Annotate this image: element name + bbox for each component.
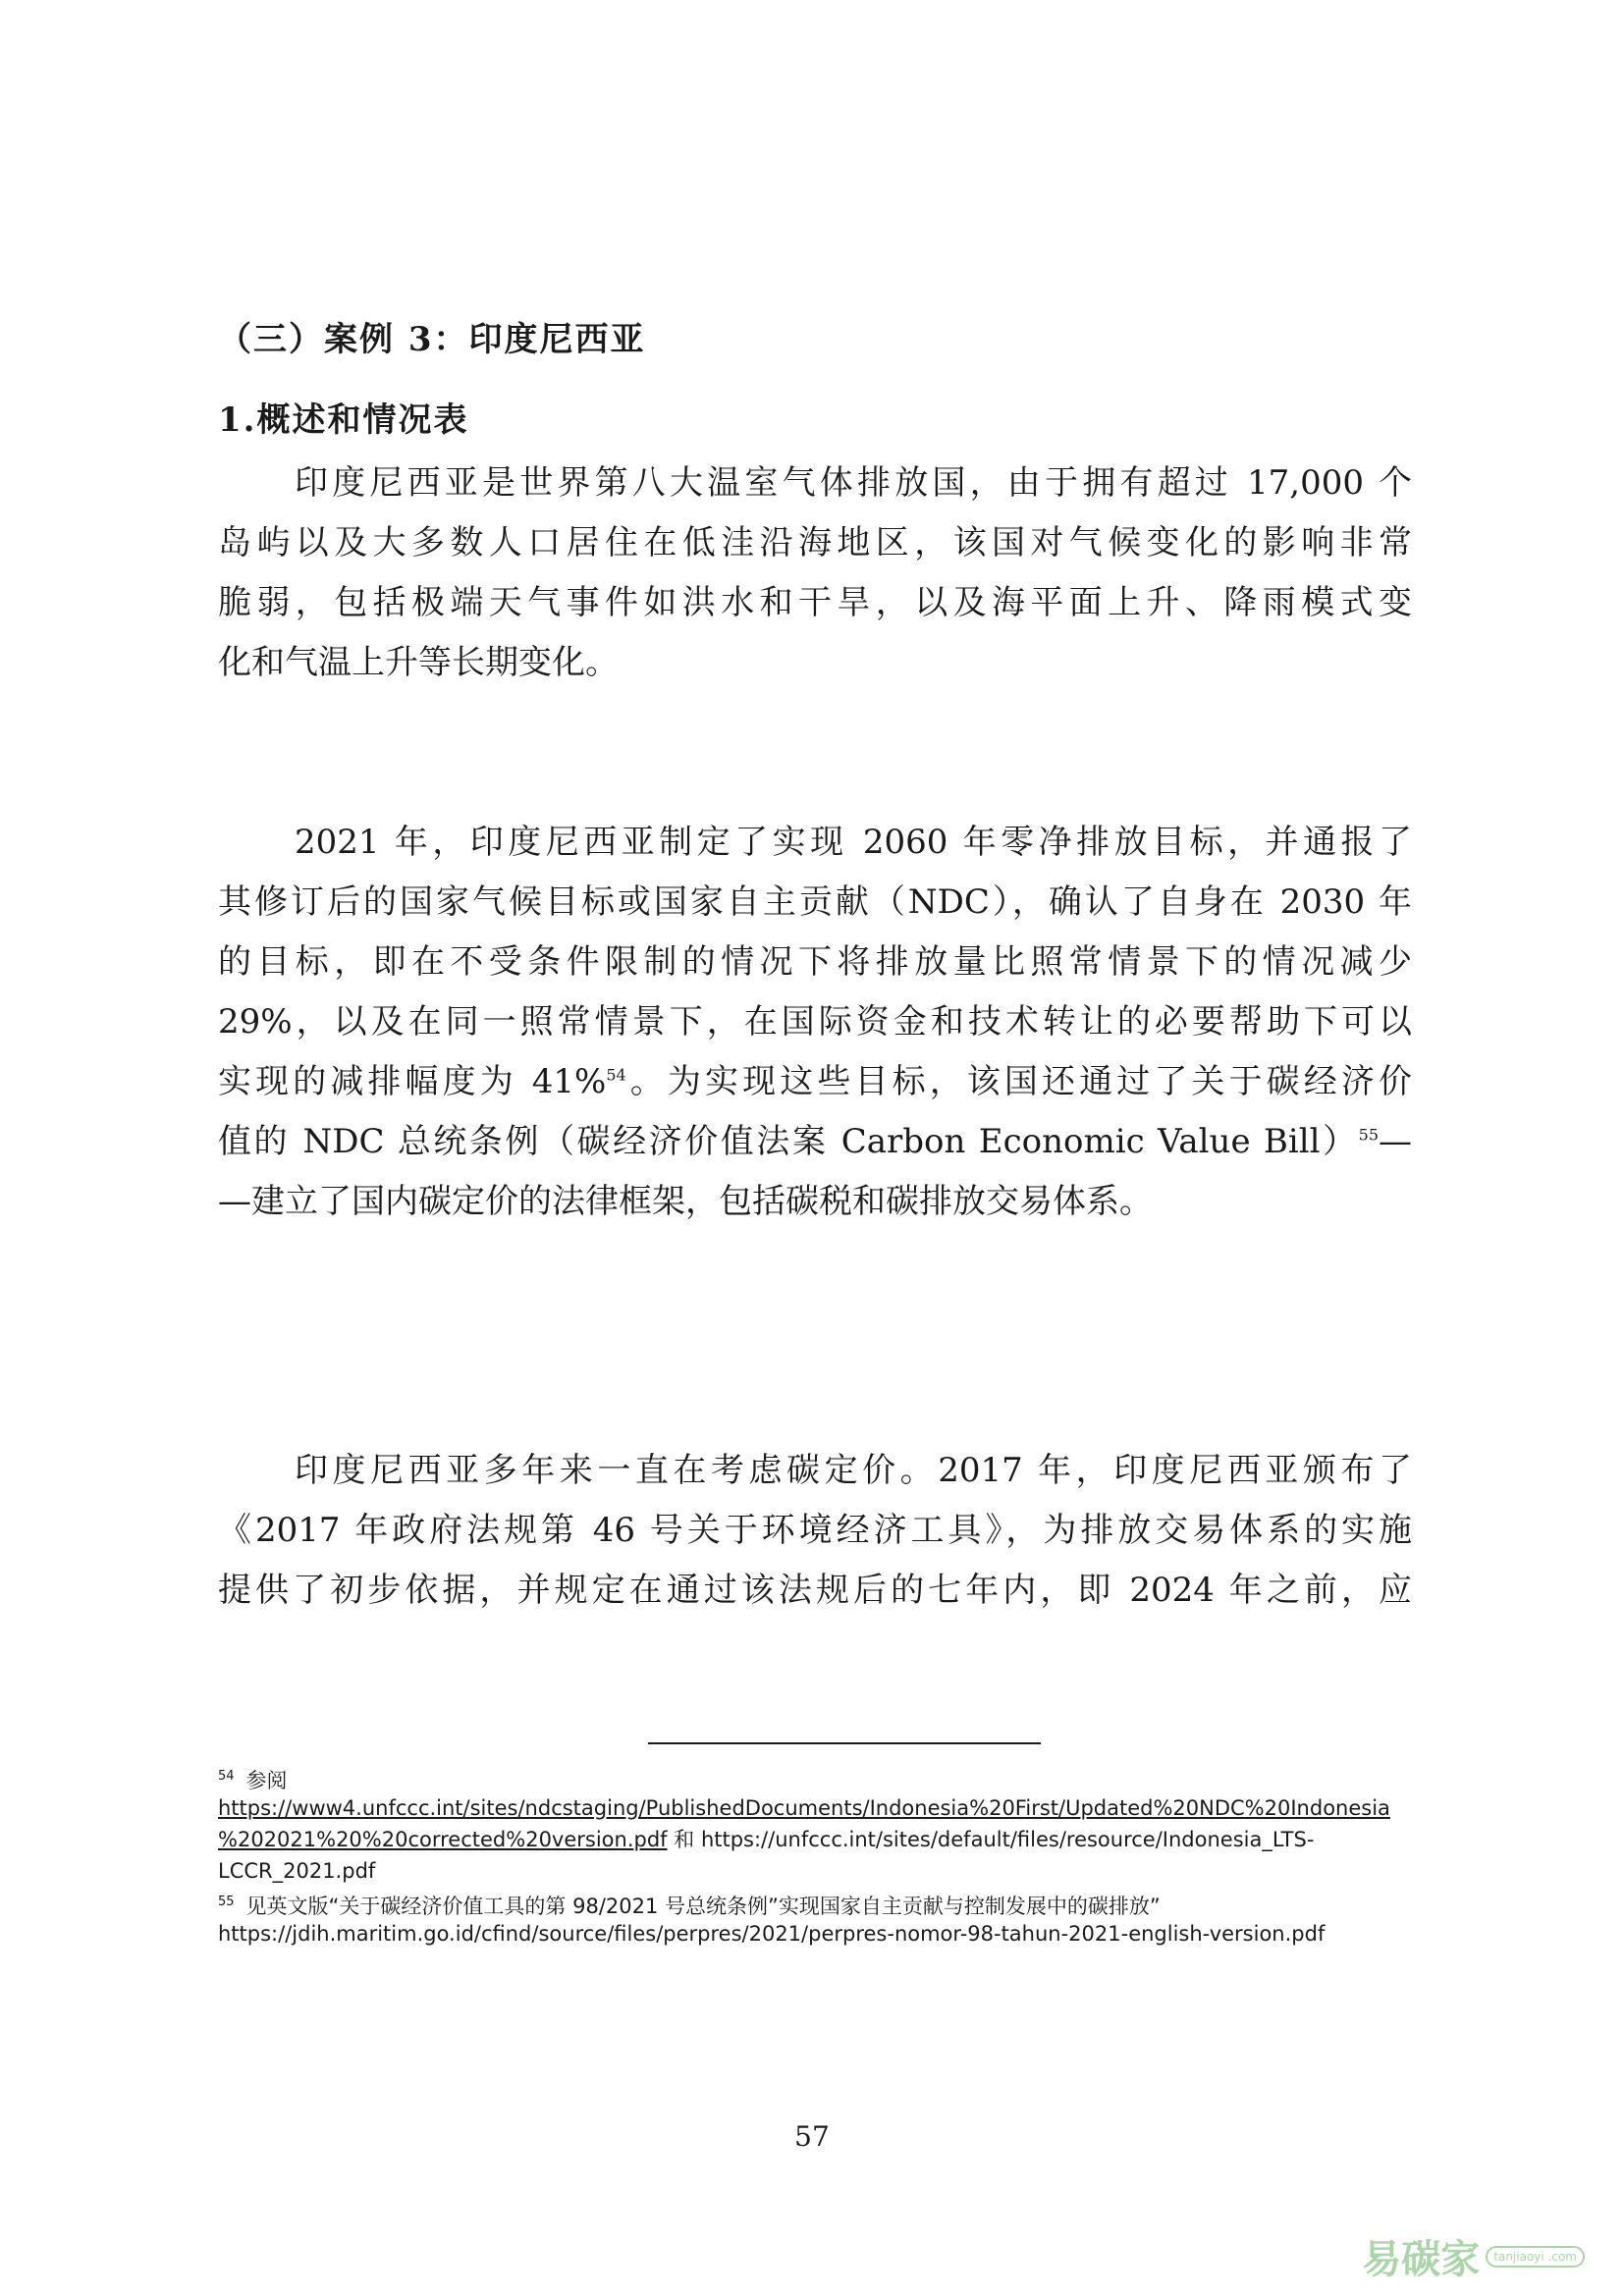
paragraph-line: 脆弱，包括极端天气事件如洪水和干旱，以及海平面上升、降雨模式变: [218, 583, 1412, 622]
footnote-divider: [648, 1742, 1041, 1744]
line-text: 。为实现这些目标，该国还通过了关于碳经济价: [625, 1062, 1412, 1101]
line-text: —: [1379, 1122, 1412, 1161]
line-text: 值的 NDC 总统条例（碳经济价值法案 Carbon Economic Value Bill）: [218, 1122, 1359, 1161]
paragraph-line: 化和气温上升等长期变化。: [218, 643, 619, 682]
sub-heading: 1.概述和情况表: [218, 400, 469, 440]
watermark-logo: [1362, 2228, 1585, 2284]
footnote-54-label: [218, 1762, 288, 1791]
paragraph-line: [218, 1052, 1412, 1111]
paragraph-line: —建立了国内碳定价的法律框架，包括碳税和碳排放交易体系。: [218, 1182, 1153, 1221]
watermark-text: 易碳家: [1362, 2237, 1481, 2282]
footnote-54-link-line: [218, 1793, 1390, 1823]
footnote-55-text: [218, 1888, 1161, 1917]
footnote-text: 见英文版“关于碳经济价值工具的第 98/2021 号总统条例”实现国家自主贡献与控制发展中的碳排放”: [245, 1895, 1161, 1918]
footnote-54-url2-line: LCCR_2021.pdf: [218, 1859, 376, 1883]
paragraph-line: 岛屿以及大多数人口居住在低洼沿海地区，该国对气候变化的影响非常: [218, 523, 1412, 562]
footnote-text: 参阅: [245, 1769, 288, 1792]
paragraph-line: 提供了初步依据，并规定在通过该法规后的七年内，即 2024 年之前，应: [218, 1571, 1412, 1610]
footnote-54-link[interactable]: https://www4.unfccc.int/sites/ndcstaging/PublishedDocuments/Indonesia%20First/Updated%20NDC%20Indonesia: [218, 1796, 1390, 1820]
footnote-55-url: https://jdih.maritim.go.id/cfind/source/files/perpres/2021/perpres-nomor-98-tahun-2021-english-version.pdf: [218, 1922, 1326, 1946]
footnote-54-url2: https://unfccc.int/sites/default/files/resource/Indonesia_LTS-: [700, 1828, 1315, 1851]
paragraph-line: [218, 1112, 1412, 1171]
line-text: 实现的减排幅度为 41%: [218, 1062, 607, 1101]
watermark-badge: tanjiaoyi .com: [1486, 2246, 1585, 2268]
page-number: 57: [794, 2120, 830, 2153]
footnote-ref-54[interactable]: 54: [606, 1065, 626, 1085]
footnote-text: 和: [667, 1828, 701, 1851]
paragraph-line: 印度尼西亚多年来一直在考虑碳定价。2017 年，印度尼西亚颁布了: [295, 1451, 1412, 1490]
paragraph-line: 印度尼西亚是世界第八大温室气体排放国，由于拥有超过 17,000 个: [295, 463, 1412, 503]
footnote-54-link-line: [218, 1825, 1314, 1854]
footnote-mark: 55: [218, 1895, 235, 1909]
footnote-54-link[interactable]: %202021%20%20corrected%20version.pdf: [218, 1828, 668, 1851]
footnote-ref-55[interactable]: 55: [1358, 1125, 1379, 1145]
paragraph-line: 的目标，即在不受条件限制的情况下将排放量比照常情景下的情况减少: [218, 942, 1412, 982]
paragraph-line: 29%，以及在同一照常情景下，在国际资金和技术转让的必要帮助下可以: [218, 1002, 1412, 1041]
paragraph-line: 2021 年，印度尼西亚制定了实现 2060 年零净排放目标，并通报了: [295, 823, 1412, 862]
paragraph-line: 《2017 年政府法规第 46 号关于环境经济工具》，为排放交易体系的实施: [218, 1511, 1412, 1550]
section-heading: （三）案例 3：印度尼西亚: [218, 320, 646, 359]
paragraph-line: 其修订后的国家气候目标或国家自主贡献（NDC），确认了自身在 2030 年: [218, 882, 1412, 922]
footnote-mark: 54: [218, 1769, 235, 1784]
